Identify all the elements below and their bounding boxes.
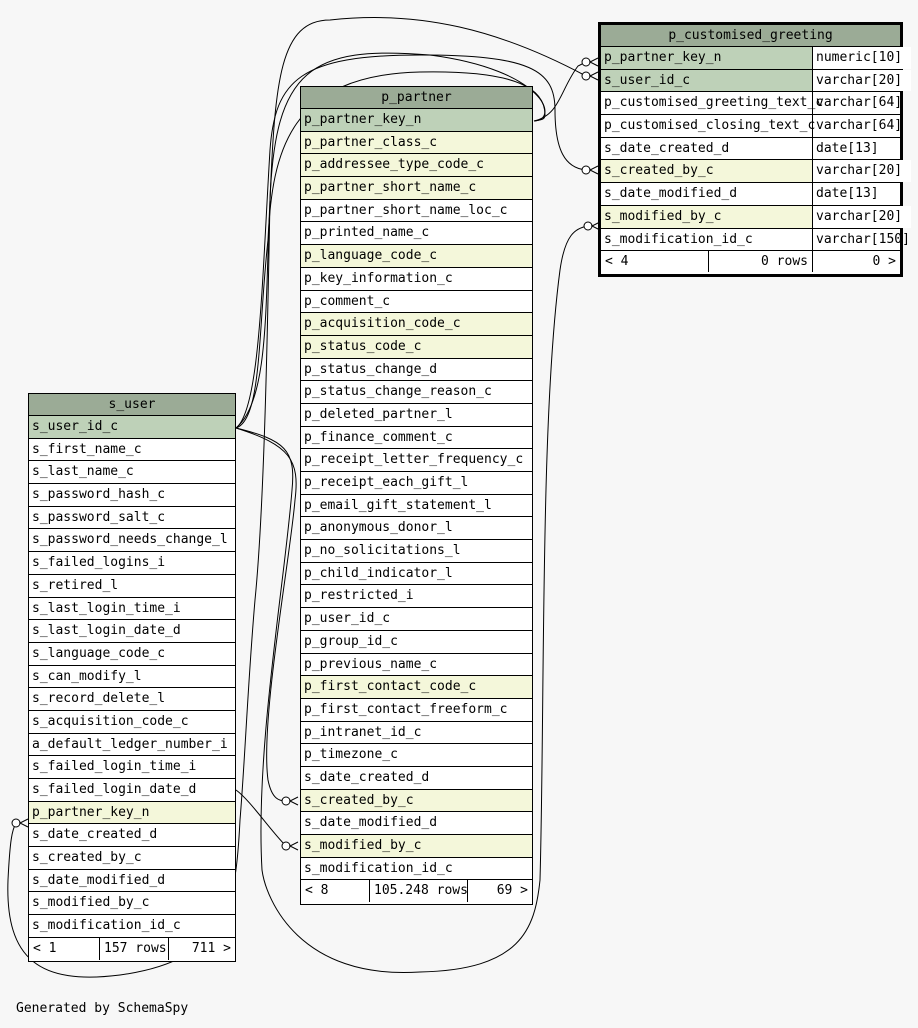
column-row[interactable] xyxy=(29,620,235,643)
crowfoot-arrow xyxy=(290,842,298,850)
generated-by-label: Generated by SchemaSpy xyxy=(16,1001,189,1016)
column-row[interactable] xyxy=(29,847,235,870)
column-name: p_receipt_letter_frequency_c xyxy=(304,452,524,468)
column-row[interactable] xyxy=(601,47,903,70)
crowfoot-arrow xyxy=(290,797,298,805)
column-row[interactable] xyxy=(301,427,532,450)
table-s-user[interactable] xyxy=(28,393,236,962)
children-link[interactable]: 711 > xyxy=(168,938,235,960)
column-row[interactable] xyxy=(29,688,235,711)
column-name: s_user_id_c xyxy=(604,72,691,88)
column-row[interactable] xyxy=(301,631,532,654)
column-name: a_default_ledger_number_i xyxy=(32,736,228,752)
column-row[interactable] xyxy=(301,381,532,404)
column-name: s_language_code_c xyxy=(32,645,166,661)
column-name: s_failed_logins_i xyxy=(32,555,166,571)
column-row[interactable] xyxy=(29,484,235,507)
column-name: s_can_modify_l xyxy=(32,668,142,684)
column-name: s_password_hash_c xyxy=(32,487,166,503)
column-name: s_created_by_c xyxy=(32,850,142,866)
edge-endpoint-circle xyxy=(584,222,592,230)
column-row[interactable] xyxy=(301,336,532,359)
column-row[interactable] xyxy=(301,540,532,563)
column-name: s_acquisition_code_c xyxy=(32,713,189,729)
column-row[interactable] xyxy=(301,654,532,677)
column-name: p_partner_short_name_c xyxy=(304,180,477,196)
column-row[interactable] xyxy=(301,109,532,132)
column-name: p_acquisition_code_c xyxy=(304,316,461,332)
column-name: p_deleted_partner_l xyxy=(304,406,453,422)
column-row[interactable] xyxy=(301,291,532,314)
column-row[interactable] xyxy=(301,154,532,177)
edge-endpoint-circle xyxy=(582,58,590,66)
column-row[interactable] xyxy=(301,608,532,631)
column-row[interactable] xyxy=(301,222,532,245)
column-name: s_failed_login_time_i xyxy=(32,759,197,775)
edge-endpoint-circle xyxy=(582,166,590,174)
column-name: p_previous_name_c xyxy=(304,656,438,672)
column-row[interactable] xyxy=(301,722,532,745)
column-name: s_last_login_time_i xyxy=(32,600,181,616)
column-row[interactable] xyxy=(29,575,235,598)
column-type: varchar[150] xyxy=(812,229,911,251)
column-name: s_password_needs_change_l xyxy=(32,532,228,548)
column-name: s_last_name_c xyxy=(32,464,134,480)
column-name: p_receipt_each_gift_l xyxy=(304,475,469,490)
table-p-customised-greeting[interactable] xyxy=(598,22,910,277)
column-name: s_user_id_c xyxy=(32,419,119,434)
edge-endpoint-circle xyxy=(282,842,290,850)
column-name: s_created_by_c xyxy=(304,792,414,808)
column-name: p_status_change_d xyxy=(304,361,438,377)
column-name: s_date_created_d xyxy=(604,140,730,156)
crowfoot-arrow xyxy=(20,819,28,827)
column-row[interactable] xyxy=(29,643,235,666)
column-row[interactable] xyxy=(601,206,903,229)
column-name: s_modification_id_c xyxy=(604,231,753,247)
column-row[interactable] xyxy=(301,517,532,540)
column-row[interactable] xyxy=(301,313,532,336)
column-row[interactable] xyxy=(301,404,532,427)
column-name: s_modified_by_c xyxy=(32,895,150,911)
column-row[interactable] xyxy=(29,439,235,462)
column-row[interactable] xyxy=(301,835,532,858)
column-name: p_first_contact_code_c xyxy=(304,679,477,695)
column-row[interactable] xyxy=(301,268,532,291)
column-row[interactable] xyxy=(29,529,235,552)
column-row[interactable] xyxy=(301,495,532,518)
row-count: 105.248 rows xyxy=(369,880,467,902)
column-row[interactable] xyxy=(301,744,532,767)
column-row[interactable] xyxy=(301,359,532,382)
children-link[interactable]: 69 > xyxy=(467,880,532,902)
column-name: p_language_code_c xyxy=(304,248,438,264)
column-type: varchar[20] xyxy=(812,206,911,228)
column-type: numeric[10] xyxy=(812,47,911,69)
crowfoot-arrow xyxy=(590,166,598,174)
column-type: varchar[20] xyxy=(812,70,911,92)
column-name: s_first_name_c xyxy=(32,441,142,457)
column-row[interactable] xyxy=(29,824,235,847)
column-name: p_child_indicator_l xyxy=(304,565,453,581)
column-row[interactable] xyxy=(301,858,532,881)
edge-endpoint-circle xyxy=(12,819,20,827)
parents-link[interactable]: < 4 xyxy=(605,254,629,270)
column-name: p_printed_name_c xyxy=(304,225,430,241)
column-name: p_anonymous_donor_l xyxy=(304,520,453,536)
column-name: s_record_delete_l xyxy=(32,691,166,707)
column-name: s_modification_id_c xyxy=(304,860,453,876)
column-name: s_created_by_c xyxy=(604,163,714,179)
column-row[interactable] xyxy=(301,200,532,223)
column-type: date[13] xyxy=(812,183,911,205)
column-name: p_finance_comment_c xyxy=(304,429,453,445)
edge-greeting-partner-key xyxy=(534,62,586,121)
column-row[interactable] xyxy=(301,177,532,200)
column-row[interactable] xyxy=(601,92,903,115)
column-name: s_modified_by_c xyxy=(304,838,422,853)
column-row[interactable] xyxy=(29,802,235,825)
column-row[interactable] xyxy=(301,767,532,790)
column-name: p_no_solicitations_l xyxy=(304,543,461,559)
column-row[interactable] xyxy=(29,416,235,439)
column-row[interactable] xyxy=(29,734,235,757)
column-name: p_email_gift_statement_l xyxy=(304,497,492,513)
column-name: p_customised_closing_text_c xyxy=(604,118,816,134)
column-name: s_date_modified_d xyxy=(304,815,438,831)
column-row[interactable] xyxy=(601,138,900,161)
column-row[interactable] xyxy=(29,598,235,621)
table-title[interactable]: p_customised_greeting xyxy=(601,25,900,47)
column-row[interactable] xyxy=(301,472,532,495)
row-count: 157 rows xyxy=(99,938,168,960)
column-name: s_date_modified_d xyxy=(32,872,166,888)
table-footer xyxy=(301,880,532,902)
edge-endpoint-circle xyxy=(282,797,290,805)
column-row[interactable] xyxy=(601,183,900,206)
column-row[interactable] xyxy=(301,812,532,835)
column-name: s_modified_by_c xyxy=(604,208,722,224)
column-row[interactable] xyxy=(29,892,235,915)
column-row[interactable] xyxy=(29,461,235,484)
column-name: p_intranet_id_c xyxy=(304,724,422,740)
column-name: p_user_id_c xyxy=(304,611,391,627)
column-row[interactable] xyxy=(29,711,235,734)
column-name: p_addressee_type_code_c xyxy=(304,157,485,173)
crowfoot-arrow xyxy=(590,72,598,80)
column-row[interactable] xyxy=(301,790,532,813)
column-type: varchar[20] xyxy=(812,160,911,182)
column-name: p_timezone_c xyxy=(304,747,398,763)
column-name: s_retired_l xyxy=(32,577,119,593)
column-row[interactable] xyxy=(301,585,532,608)
table-p-partner[interactable] xyxy=(300,86,533,905)
column-name: p_partner_key_n xyxy=(32,804,150,820)
column-name: p_first_contact_freeform_c xyxy=(304,701,508,717)
column-row[interactable] xyxy=(29,870,235,893)
column-name: p_partner_short_name_loc_c xyxy=(304,202,508,218)
column-row[interactable] xyxy=(29,915,235,938)
column-type: varchar[64] xyxy=(812,92,911,114)
column-name: p_partner_key_n xyxy=(304,112,422,127)
crowfoot-arrow xyxy=(590,58,598,66)
column-row[interactable] xyxy=(29,779,235,802)
column-name: s_password_salt_c xyxy=(32,509,166,525)
column-name: p_customised_greeting_text_c xyxy=(604,95,824,111)
column-row[interactable] xyxy=(601,115,903,138)
column-row[interactable] xyxy=(29,507,235,530)
parents-link[interactable]: < 1 xyxy=(33,940,57,956)
table-title[interactable]: p_partner xyxy=(301,87,532,109)
table-footer xyxy=(601,251,900,272)
column-row[interactable] xyxy=(301,245,532,268)
column-name: s_date_created_d xyxy=(32,827,158,843)
column-row[interactable] xyxy=(301,449,532,472)
column-type: varchar[64] xyxy=(812,115,911,137)
column-name: p_status_code_c xyxy=(304,338,422,354)
column-row[interactable] xyxy=(601,160,903,183)
table-footer xyxy=(29,938,235,960)
column-name: p_key_information_c xyxy=(304,270,453,286)
column-name: s_date_created_d xyxy=(304,769,430,785)
column-name: p_restricted_i xyxy=(304,588,414,604)
edge-endpoint-circle xyxy=(582,72,590,80)
column-name: s_last_login_date_d xyxy=(32,623,181,639)
children-link[interactable]: 0 > xyxy=(812,251,900,272)
column-name: p_comment_c xyxy=(304,293,391,309)
column-row[interactable] xyxy=(29,552,235,575)
column-row[interactable] xyxy=(301,699,532,722)
column-name: p_partner_class_c xyxy=(304,134,438,150)
column-name: s_failed_login_date_d xyxy=(32,782,197,797)
column-name: s_modification_id_c xyxy=(32,918,181,934)
column-row[interactable] xyxy=(601,70,903,93)
column-row[interactable] xyxy=(29,666,235,689)
column-row[interactable] xyxy=(601,229,910,252)
column-name: p_partner_key_n xyxy=(604,50,722,65)
column-name: p_status_change_reason_c xyxy=(304,384,492,400)
table-title[interactable]: s_user xyxy=(29,394,235,416)
column-row[interactable] xyxy=(301,676,532,699)
row-count: 0 rows xyxy=(708,251,812,272)
column-name: s_date_modified_d xyxy=(604,186,738,202)
column-type: date[13] xyxy=(812,138,911,160)
column-name: p_group_id_c xyxy=(304,633,398,649)
column-row[interactable] xyxy=(301,563,532,586)
parents-link[interactable]: < 8 xyxy=(305,883,329,899)
column-row[interactable] xyxy=(301,132,532,155)
column-row[interactable] xyxy=(29,756,235,779)
